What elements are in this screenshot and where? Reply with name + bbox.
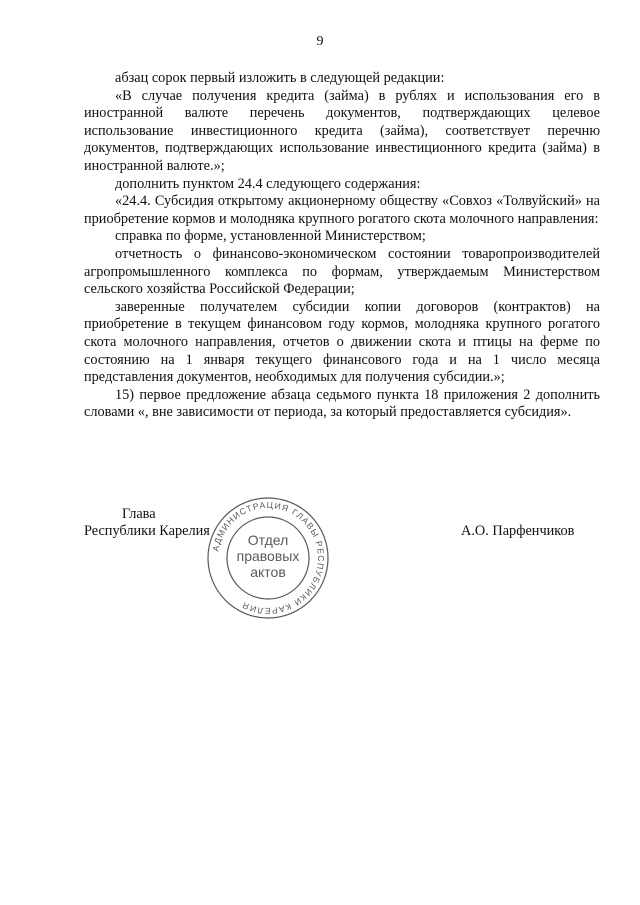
- paragraph-4: «24.4. Субсидия открытому акционерному обществу «Совхоз «Толвуйский» на приобретение кормов и молодняка крупного рогатого скота молочного направления:: [84, 193, 600, 227]
- stamp-center-line-1: Отдел: [247, 532, 289, 548]
- stamp-outer-ring: [208, 498, 328, 618]
- page-number: 9: [316, 34, 324, 49]
- paragraph-7: заверенные получателем субсидии копии договоров (контрактов) на приобретение в текущем финансовом году кормов, молодняка крупного рогатого скота молочного направления, отчетов о движении скота и птицы на ферме по состоянию на 1 января текущего финансового года и на 1 число месяца представления документов, необходимых для получения субсидии.»;: [84, 298, 600, 386]
- paragraph-8: 15) первое предложение абзаца седьмого пункта 18 приложения 2 дополнить словами «, вне зависимости от периода, за который предоставляется субсидия».: [84, 386, 600, 421]
- paragraph-5: справка по форме, установленной Министерством;: [115, 228, 426, 245]
- official-stamp: [205, 495, 331, 621]
- stamp-center-line-3: актов: [250, 564, 286, 580]
- paragraph-6: отчетность о финансово-экономическом состоянии товаропроизводителей агропромышленного комплекса по формам, утверждаемым Министерством сельского хозяйства Российской Федерации;: [84, 245, 600, 298]
- stamp-ring-text: АДМИНИСТРАЦИЯ ГЛАВЫ РЕСПУБЛИКИ КАРЕЛИЯ: [210, 499, 327, 617]
- paragraph-2: «В случае получения кредита (займа) в рублях и использования его в иностранной валюте перечень документов, подтверждающих целевое использование инвестиционного кредита (займа), соответствует перечню документов, подтверждающих использование инвестиционного кредита (займа) в иностранной валюте.»;: [84, 87, 600, 174]
- document-body: [84, 70, 600, 422]
- paragraph-3: дополнить пунктом 24.4 следующего содержания:: [115, 175, 421, 192]
- stamp-inner-ring: [227, 517, 309, 599]
- signatory-title-line-1: Глава: [122, 506, 156, 522]
- signatory-title-line-2: Республики Карелия: [84, 523, 210, 539]
- stamp-center-line-2: правовых: [236, 548, 300, 564]
- paragraph-1: абзац сорок первый изложить в следующей редакции:: [115, 70, 445, 86]
- signatory-name: А.О. Парфенчиков: [461, 523, 575, 539]
